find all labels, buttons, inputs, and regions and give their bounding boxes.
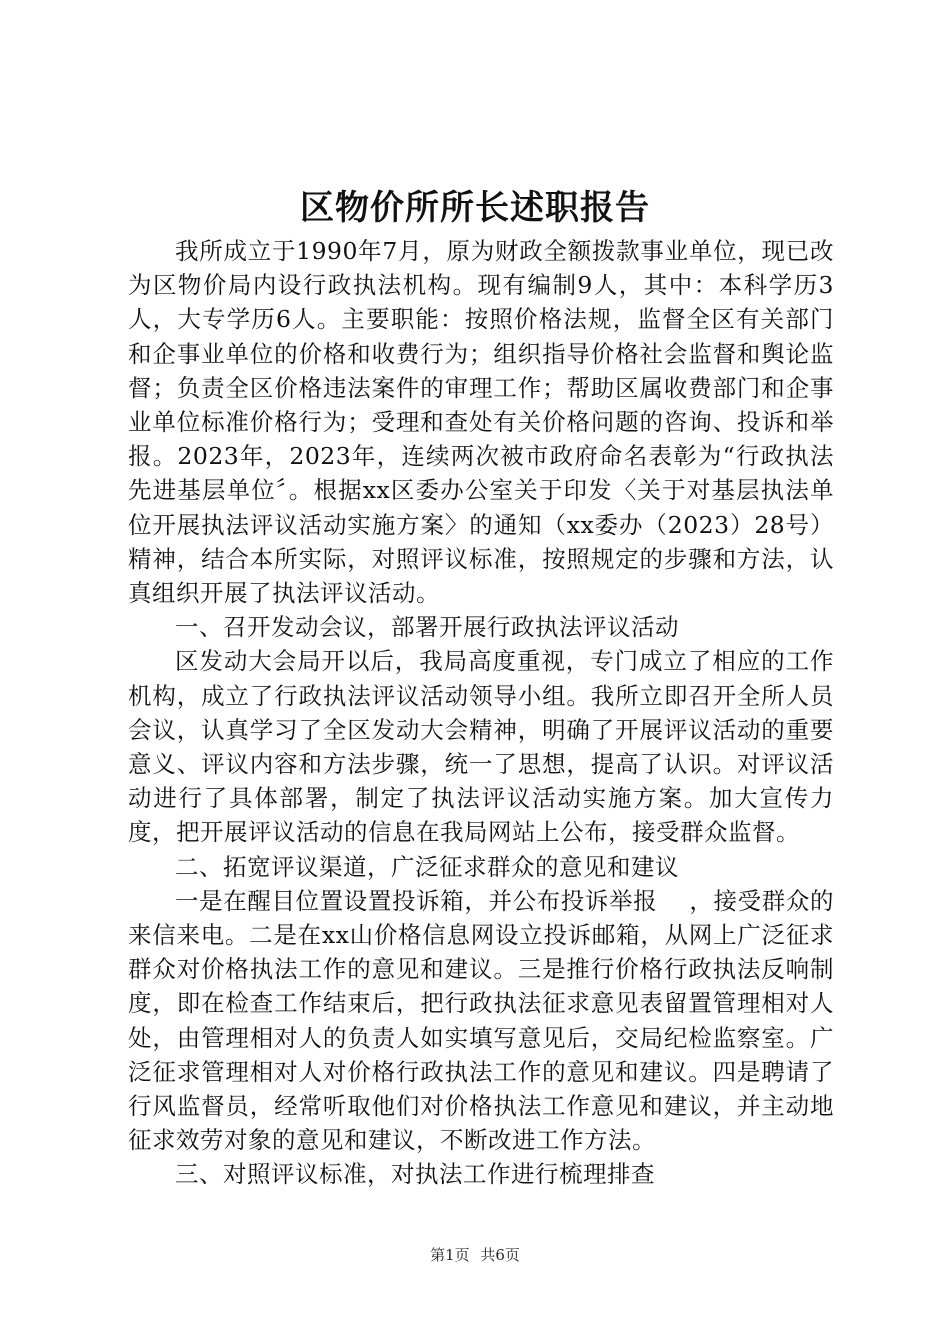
paragraph-section-1: 区发动大会局开以后，我局高度重视，专门成立了相应的工作机构，成立了行政执法评议活动领导小组。我所立即召开全所人员会议，认真学习了全区发动大会精神，明确了开展评议活动的重要意义、评议内容和方法步骤，统一了思想，提高了认识。对评议活动进行了具体部署，制定了执法评议活动实施方案。加大宣传力度，把开展评议活动的信息在我局网站上公布，接受群众监督。: [128, 647, 834, 847]
paragraph-intro: 我所成立于1990年7月，原为财政全额拨款事业单位，现已改为区物价局内设行政执法机构。现有编制9人，其中：本科学历3人，大专学历6人。主要职能：按照价格法规，监督全区有关部门和企事业单位的价格和收费行为；组织指导价格社会监督和舆论监督；负责全区价格违法案件的审理工作；帮助区属收费部门和企事业单位标准价格行为；受理和查处有关价格问题的咨询、投诉和举报。2023年，2023年，连续两次被市政府命名表彰为“行政执法先进基层单位〞。根据xx区委办公室关于印发〈关于对基层执法单位开展执法评议活动实施方案〉的通知（xx委办（2023）28号）精神，结合本所实际，对照评议标准，按照规定的步骤和方法，认真组织开展了执法评议活动。: [128, 237, 834, 608]
section-heading-2: 二、拓宽评议渠道，广泛征求群众的意见和建议: [175, 852, 679, 881]
page-number: 第1页: [430, 1246, 470, 1264]
section-heading-1: 一、召开发动会议，部署开展行政执法评议活动: [175, 613, 679, 642]
document-body: [128, 234, 834, 1192]
paragraph-section-2: 一是在醒目位置设置投诉箱，并公布投诉举报 ，接受群众的来信来电。二是在xx山价格信息网设立投诉邮箱，从网上广泛征求群众对价格执法工作的意见和建议。三是推行价格行政执法反响制度，即在检查工作结束后，把行政执法征求意见表留置管理相对人处，由管理相对人的负责人如实填写意见后，交局纪检监察室。广泛征求管理相对人对价格行政执法工作的意见和建议。四是聘请了行风监督员，经常听取他们对价格执法工作意见和建议，并主动地征求效劳对象的意见和建议，不断改进工作方法。: [128, 886, 834, 1155]
page-footer: [0, 1244, 950, 1265]
section-heading-3: 三、对照评议标准，对执法工作进行梳理排查: [175, 1160, 655, 1189]
page-total: 共6页: [480, 1246, 520, 1264]
document-title: 区物价所所长述职报告: [300, 188, 650, 228]
